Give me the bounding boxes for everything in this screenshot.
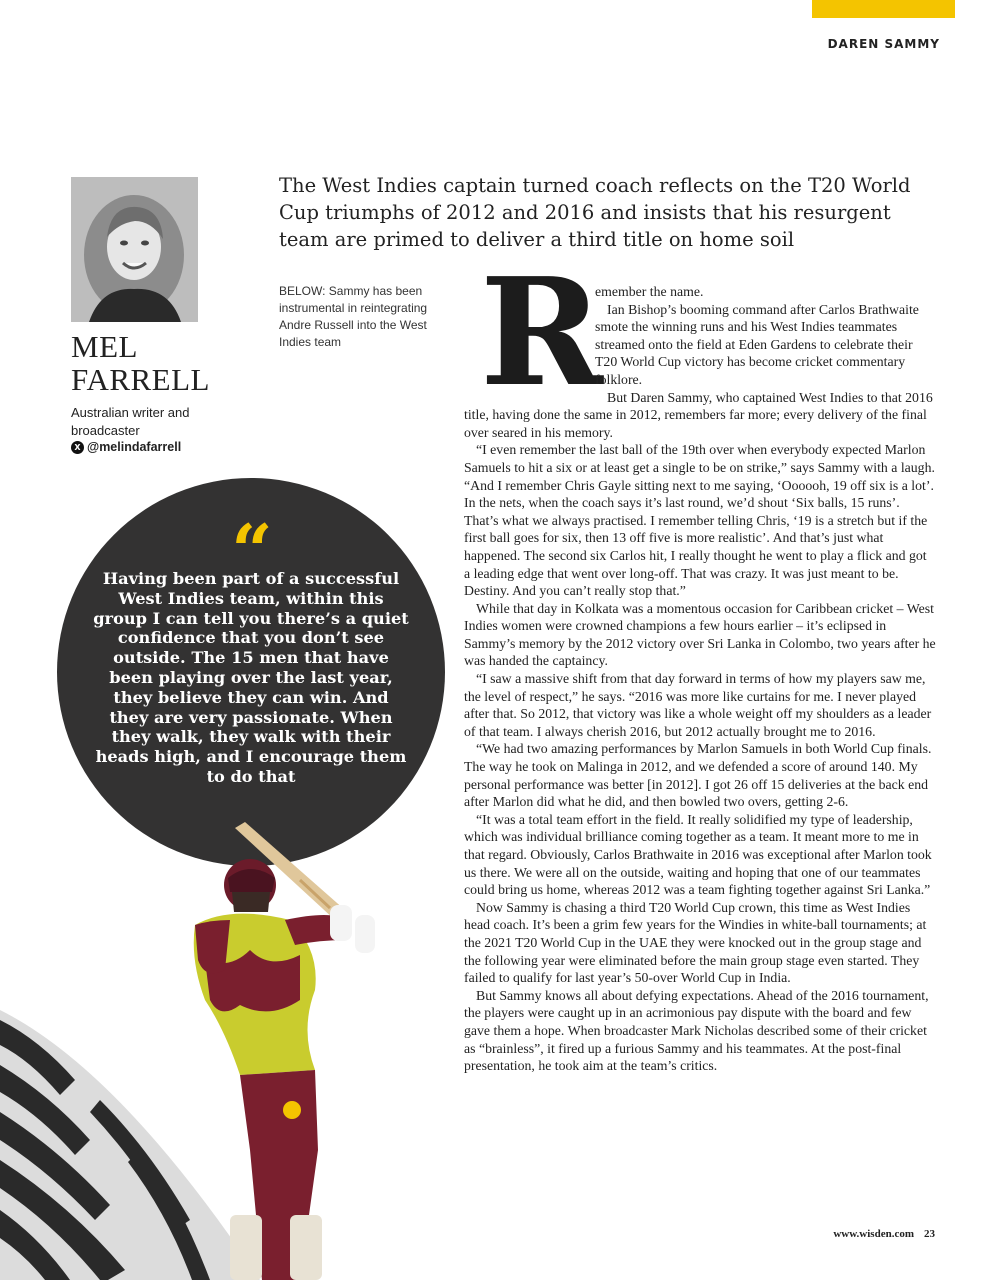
drop-cap: R — [480, 245, 603, 419]
article-paragraph: emember the name. — [595, 284, 704, 299]
author-photo — [71, 177, 198, 322]
batter-figure-image — [194, 859, 375, 1280]
quote-mark-icon: “ — [231, 508, 273, 593]
article-paragraph: While that day in Kolkata was a momentous occasion for Caribbean cricket – West Indies women were crowned champions a few hours earlier – it’s eclipsed in Sammy’s memory by the 2012 victory over Sri Lanka in Colombo, two years after he was handed the captaincy. — [464, 600, 936, 669]
article-paragraph: But Sammy knows all about defying expectations. Ahead of the 2016 tournament, the players were caught up in an acrimonious pay dispute with the board and few gave them a hope. When broadcaster Mark Nicholas described some of their cricket as “brainless”, it fired up a furious Sammy and his teammates. At the post-final presentation, he took aim at the team’s critics. — [464, 987, 929, 1074]
photo-caption: BELOW: Sammy has been instrumental in reintegrating Andre Russell into the West Indies team — [279, 284, 428, 349]
article-paragraph: But Daren Sammy, who captained West Indies to that 2016 title, having done the same in 2012, remembers far more; every delivery of the final over seared in his memory. — [464, 389, 933, 440]
article-body — [464, 283, 936, 1075]
author-handle[interactable]: @melindafarrell — [87, 440, 182, 454]
stand-first: The West Indies captain turned coach reflects on the T20 World Cup triumphs of 2012 and 2016 and insists that his resurgent team are primed to deliver a third title on home soil — [279, 174, 911, 251]
player-photo — [0, 820, 460, 1280]
author-name — [71, 330, 210, 396]
article-paragraph: “It was a total team effort in the field. It really solidified my type of leadership, which was individual brilliance coming together as a team. It meant more to me in that regard. Obviously, Carlos Brathwaite in 2016 was exceptional after Marlon took us there. We were all on the outside, waiting and hoping that one of our teammates could bring us home, whereas 2012 was a team fighting together against Sri Lanka.” — [464, 811, 932, 898]
section-tag: DAREN SAMMY — [827, 37, 940, 51]
pull-quote-text: Having been part of a successful West Indies team, within this group I can tell you there’s a quiet confidence that you don’t see outside. The 15 men that have been playing over the last year, they believe they can win. And they are very passionate. When they walk, they walk with their heads high, and I encourage them to do that — [93, 569, 409, 786]
author-role: Australian writer and broadcaster — [71, 405, 190, 438]
article-paragraph: “I even remember the last ball of the 19th over when everybody expected Marlon Samuels to hit a six or at least get a single to be on strike,” says Sammy with a laugh. “And I remember Chris Gayle sitting next to me saying, ‘Oooooh, 19 off six is a lot’. In the nets, when the coach says it’s last round, we’d shout ‘Six balls, 15 runs’. That’s what we always practised. I remember telling Chris, ‘19 is a stretch but if the first ball goes for six, then 13 off five is more realistic’. And that’s just what happened. The second six Carlos hit, I really thought he went to play a flick and got a leading edge that went over long-off. That was crazy. It was just meant to be. Destiny. And you can’t really stop that.” — [464, 442, 935, 599]
author-first-name: MEL — [71, 329, 138, 364]
page-number: 23 — [924, 1228, 935, 1240]
drop-cap-space — [464, 283, 595, 389]
article-paragraph: Now Sammy is chasing a third T20 World Cup crown, this time as West Indies head coach. It’s been a grim few years for the Windies in white-ball tournaments; at the 2021 T20 World Cup in the UAE they were knocked out in the group stage and the following year were eliminated before the main group stage even started. They failed to qualify for last year’s 50-over World Cup in India. — [464, 899, 927, 986]
article-paragraph: “We had two amazing performances by Marlon Samuels in both World Cup finals. The way he took on Malinga in 2012, and we defended a score of around 140. My personal performance was better [in 2012]. I got 26 off 15 deliveries at the back end after Marlon did what he did, and then bowled two overs, getting 2-6. — [464, 741, 932, 810]
author-portrait-image — [71, 177, 198, 322]
author-last-name: FARRELL — [71, 362, 210, 397]
section-color-tab — [812, 0, 955, 18]
author-social[interactable] — [71, 440, 181, 454]
article-paragraph: “I saw a massive shift from that day forward in terms of how my players saw me, the level of respect,” he says. “2016 was more like curtains for me. I never played after that. So 2012, that victory was like a whole weight off my shoulders as a leader of that team. I always cherish 2016, but 2012 actually brought me to 2016. — [464, 671, 932, 739]
x-logo-icon: X — [71, 441, 84, 454]
zebra-pattern-image — [0, 1010, 260, 1280]
article-paragraph: Ian Bishop’s booming command after Carlos Brathwaite smote the winning runs and his West Indies teammates streamed onto the field at Eden Gardens to celebrate their T20 World Cup victory has become cricket commentary folklore. — [595, 301, 919, 387]
footer-url[interactable]: www.wisden.com — [833, 1228, 914, 1240]
